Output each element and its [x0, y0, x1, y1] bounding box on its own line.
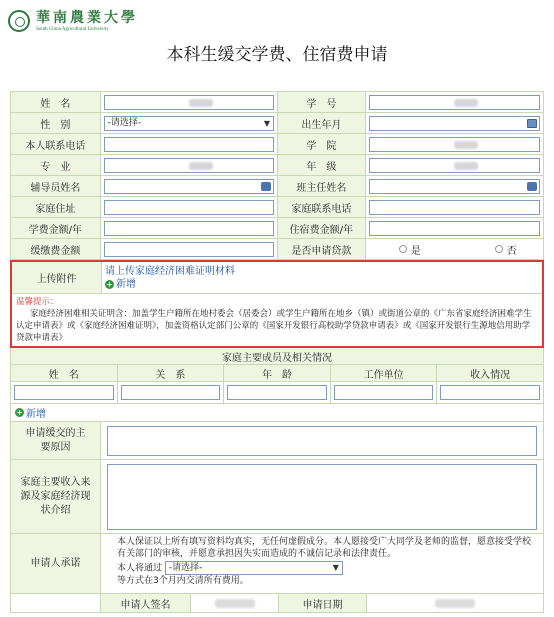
home-address-label: 家庭住址 [11, 197, 101, 217]
name-label: 姓 名 [11, 92, 101, 112]
family-col-age: 年 龄 [224, 365, 331, 381]
promise-text-block [101, 534, 543, 593]
name-field[interactable] [104, 95, 274, 110]
university-seal-icon [8, 10, 30, 32]
family-name-input[interactable] [14, 385, 114, 400]
person-picker-icon[interactable] [261, 182, 271, 191]
attach-label: 上传附件 [12, 262, 102, 293]
signature-label: 申请人签名 [101, 594, 191, 612]
gender-label: 性 别 [11, 113, 101, 133]
signature-value [215, 599, 255, 608]
tip-text: 家庭经济困难相关证明含：加盖学生户籍所在地村委会（居委会）或学生户籍所在地乡（镇）或街道公章的《广东省家庭经济困难学生认定申请表》或《家庭经济困难证明》，加盖资格认定部门公章的《国家开发银行高校助学贷款申请表》或《国家开发银行生源地信用助学贷款申请表》 [16, 309, 532, 343]
calendar-icon[interactable] [527, 119, 537, 128]
family-work-input[interactable] [334, 385, 434, 400]
chevron-down-icon: ▼ [263, 118, 270, 128]
tuition-label: 学费金额/年 [11, 218, 101, 238]
upload-link[interactable]: 请上传家庭经济困难证明材料 [105, 265, 235, 277]
birth-label: 出生年月 [278, 113, 366, 133]
major-field[interactable] [104, 158, 274, 173]
income-label: 家庭主要收入来源及家庭经济现状介绍 [11, 460, 101, 533]
grade-field[interactable] [369, 158, 540, 173]
add-family-member-button[interactable] [11, 404, 543, 422]
grade-label: 年 级 [278, 155, 366, 175]
add-family-label: 新增 [26, 409, 46, 420]
class-teacher-label: 班主任姓名 [278, 176, 366, 196]
deferred-amount-label: 缓缴费金额 [11, 239, 101, 259]
add-attachment-button[interactable] [105, 278, 136, 291]
family-section-title: 家庭主要成员及相关情况 [11, 348, 543, 364]
family-relation-input[interactable] [121, 385, 221, 400]
apply-date-label: 申请日期 [279, 594, 367, 612]
promise-label: 申请人承诺 [11, 534, 101, 593]
family-age-input[interactable] [227, 385, 327, 400]
promise-pay-suffix: 等方式在3个月内交清所有费用。 [117, 576, 249, 586]
tip-box [12, 294, 542, 346]
logo-cn: 華南農業大學 [36, 9, 138, 26]
phone-field[interactable] [104, 137, 274, 152]
class-teacher-field[interactable] [369, 179, 540, 194]
family-income-input[interactable] [440, 385, 540, 400]
accommodation-label: 住宿费金额/年 [278, 218, 366, 238]
tip-title: 温馨提示： [16, 297, 59, 307]
home-address-field[interactable] [104, 200, 274, 215]
college-field[interactable] [369, 137, 540, 152]
application-form [10, 91, 544, 613]
college-label: 学 院 [278, 134, 366, 154]
university-logo [8, 4, 138, 38]
counselor-label: 辅导员姓名 [11, 176, 101, 196]
page-title: 本科生缓交学费、住宿费申请 [166, 45, 388, 65]
family-col-relation: 关 系 [118, 365, 225, 381]
chevron-down-icon: ▼ [332, 563, 339, 572]
loan-label: 是否申请贷款 [278, 239, 366, 259]
plus-icon: + [16, 408, 23, 417]
apply-date-value [435, 599, 475, 608]
promise-pay-prefix: 本人将通过 [117, 563, 163, 574]
attachment-section [10, 260, 544, 348]
payment-method-select[interactable] [165, 561, 343, 575]
payment-method-value: -请选择- [168, 563, 203, 573]
phone-label: 本人联系电话 [11, 134, 101, 154]
add-attachment-label: 新增 [116, 278, 136, 290]
home-phone-field[interactable] [369, 200, 540, 215]
loan-no-label: 否 [506, 245, 517, 257]
plus-icon: + [106, 279, 113, 289]
gender-select-value: -请选择- [107, 117, 142, 128]
student-id-label: 学 号 [278, 92, 366, 112]
family-col-work: 工作单位 [331, 365, 438, 381]
gender-select[interactable] [104, 116, 274, 131]
promise-statement: 本人保证以上所有填写资料均真实，无任何虚假成分。本人愿接受广大同学及老师的监督，愿意接受学校有关部门的审核，并愿意承担因失实而造成的不诚信记录和法律责任。 [117, 537, 532, 559]
person-picker-icon[interactable] [527, 182, 537, 191]
logo-en: South China Agricultural University [36, 26, 109, 32]
student-id-field[interactable] [369, 95, 540, 110]
birth-date-field[interactable] [369, 116, 540, 131]
loan-yes-label: 是 [410, 245, 421, 257]
home-phone-label: 家庭联系电话 [278, 197, 366, 217]
counselor-field[interactable] [104, 179, 274, 194]
income-textarea[interactable] [107, 464, 537, 530]
loan-yes-radio[interactable] [399, 245, 407, 253]
accommodation-field[interactable] [369, 221, 540, 236]
family-col-name: 姓 名 [11, 365, 118, 381]
family-col-income: 收入情况 [437, 365, 543, 381]
reason-textarea[interactable] [107, 426, 537, 456]
deferred-amount-field[interactable] [104, 242, 274, 257]
reason-label: 申请缓交的主要原因 [11, 422, 101, 459]
loan-no-radio[interactable] [495, 245, 503, 253]
tuition-field[interactable] [104, 221, 274, 236]
major-label: 专 业 [11, 155, 101, 175]
